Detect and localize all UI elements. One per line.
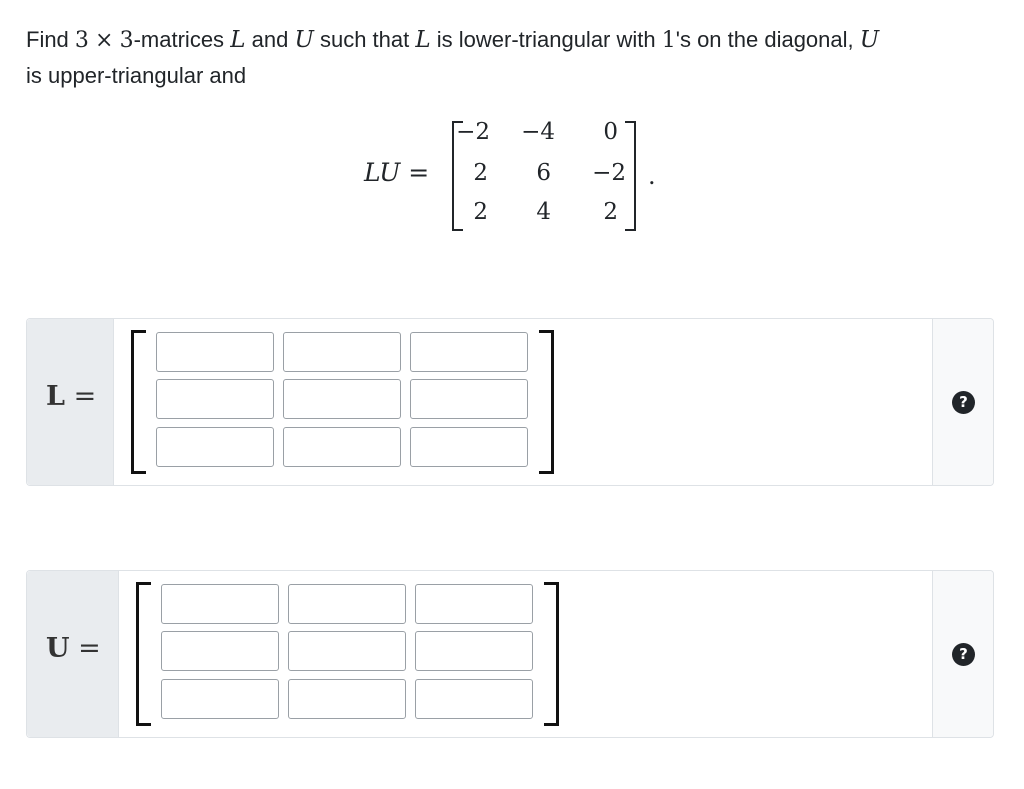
u-entry-3-2[interactable] <box>288 679 406 719</box>
answer-label-u: U = <box>46 633 101 664</box>
equation-period: . <box>648 162 656 190</box>
label-area <box>27 319 114 485</box>
matrix-cell: 4 <box>536 199 551 225</box>
u-entry-3-1[interactable] <box>161 679 279 719</box>
l-entry-1-3[interactable] <box>410 332 528 372</box>
right-bracket <box>625 121 636 231</box>
u-entry-1-1[interactable] <box>161 584 279 624</box>
matrix-left-bracket <box>131 330 146 474</box>
math-var: L <box>230 27 246 53</box>
l-entry-3-3[interactable] <box>410 427 528 467</box>
label-area <box>27 571 119 737</box>
matrix-cell: 2 <box>603 199 618 225</box>
answer-panel-u <box>26 570 994 738</box>
math-number: 3 <box>119 28 134 53</box>
question-word: and <box>251 27 289 52</box>
u-entry-3-3[interactable] <box>415 679 533 719</box>
math-var: L <box>415 27 431 53</box>
l-entry-2-2[interactable] <box>283 379 401 419</box>
math-times: × <box>95 28 114 53</box>
matrix-cell: −2 <box>592 160 626 186</box>
u-entry-2-1[interactable] <box>161 631 279 671</box>
matrix-cell: −2 <box>456 119 490 145</box>
lu-equation <box>0 0 1024 260</box>
equation-lhs <box>364 158 429 187</box>
help-area <box>932 319 993 485</box>
equals-sign: = <box>408 158 430 187</box>
matrix-cell: 2 <box>473 199 488 225</box>
question-word: such that <box>319 27 410 52</box>
help-area <box>932 571 993 737</box>
matrix-right-bracket <box>544 582 559 726</box>
help-icon[interactable]: ? <box>952 643 975 666</box>
u-entry-2-3[interactable] <box>415 631 533 671</box>
lhs-variable: LU <box>364 158 401 187</box>
question-word: is lower-triangular with <box>436 27 656 52</box>
u-entry-2-2[interactable] <box>288 631 406 671</box>
l-entry-2-1[interactable] <box>156 379 274 419</box>
matrix-cell: 2 <box>473 160 488 186</box>
l-entry-1-1[interactable] <box>156 332 274 372</box>
help-icon[interactable]: ? <box>952 391 975 414</box>
math-number: 1 <box>661 28 676 53</box>
matrix-left-bracket <box>136 582 151 726</box>
l-entry-1-2[interactable] <box>283 332 401 372</box>
answer-label-l: L = <box>46 381 97 412</box>
answer-panel-l <box>26 318 994 486</box>
matrix-right-bracket <box>539 330 554 474</box>
question-word: Find <box>26 27 69 52</box>
l-entry-2-3[interactable] <box>410 379 528 419</box>
matrix-cell: −4 <box>521 119 555 145</box>
question-word: is upper-triangular and <box>26 63 247 88</box>
math-number: 3 <box>74 28 89 53</box>
matrix-cell: 0 <box>603 119 618 145</box>
matrix-cell: 6 <box>536 160 551 186</box>
math-var: U <box>294 27 314 53</box>
question-word: 's on the diagonal, <box>675 27 854 52</box>
l-entry-3-1[interactable] <box>156 427 274 467</box>
question-word: -matrices <box>133 27 225 52</box>
l-entry-3-2[interactable] <box>283 427 401 467</box>
u-entry-1-3[interactable] <box>415 584 533 624</box>
u-entry-1-2[interactable] <box>288 584 406 624</box>
math-var: U <box>859 27 880 53</box>
